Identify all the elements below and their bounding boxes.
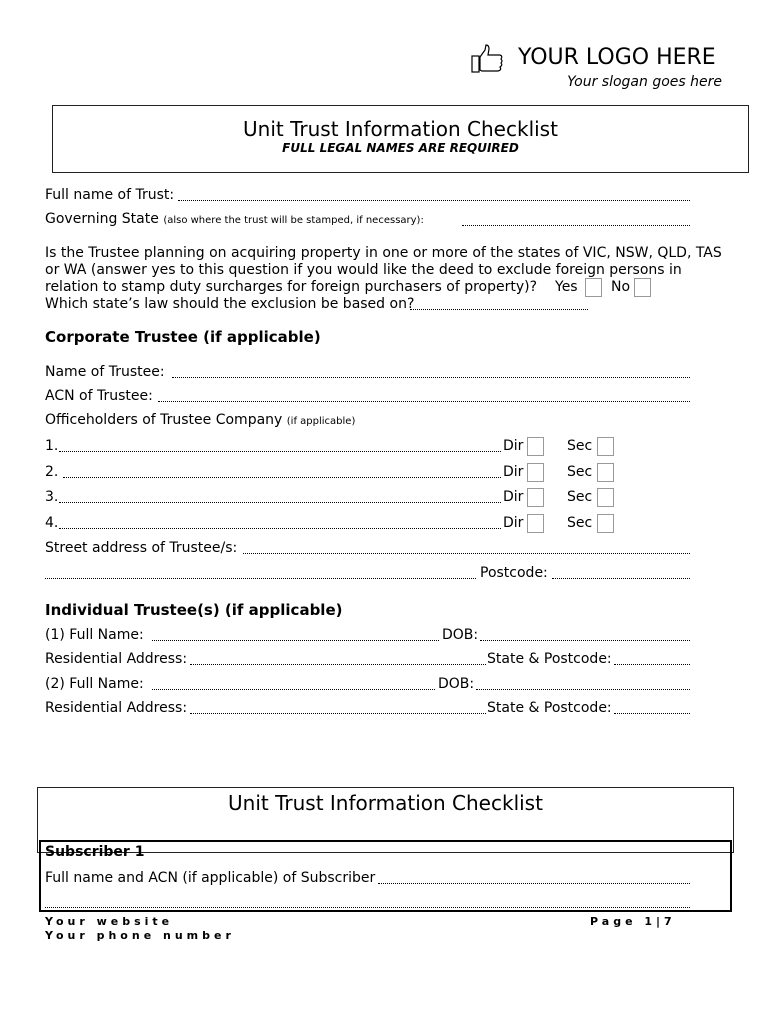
trustee-question-line3: relation to stamp duty surcharges for foreign purchasers of property)? (45, 279, 538, 295)
individual-1-address-label: Residential Address: (45, 651, 188, 667)
governing-state-label (45, 211, 424, 229)
trustee-name-label: Name of Trustee: (45, 364, 165, 380)
individual-2-name-field[interactable] (152, 689, 435, 690)
individual-1-dob-field[interactable] (480, 640, 690, 641)
individual-1-state-postcode-label: State & Postcode: (487, 651, 612, 667)
officeholder-field[interactable] (63, 477, 501, 478)
individual-2-address-field[interactable] (190, 713, 486, 714)
street-address-field-2[interactable] (45, 578, 476, 579)
trustee-acn-label: ACN of Trustee: (45, 388, 153, 404)
officeholders-label-text: Officeholders of Trustee Company (45, 412, 283, 428)
logo-text: YOUR LOGO HERE (518, 45, 716, 70)
exclusion-state-label: Which state’s law should the exclusion be based on? (45, 296, 415, 312)
sec-label: Sec (567, 438, 593, 454)
officeholder-number: 3. (45, 489, 59, 505)
officeholder-number: 1. (45, 438, 59, 454)
officeholders-note: (if applicable) (286, 416, 356, 427)
sec-checkbox[interactable] (597, 488, 614, 507)
sec-checkbox[interactable] (597, 437, 614, 456)
individual-2-address-label: Residential Address: (45, 700, 188, 716)
footer-phone: Your phone number (45, 929, 235, 942)
dir-checkbox[interactable] (527, 463, 544, 482)
individual-1-name-field[interactable] (152, 640, 439, 641)
dir-label: Dir (503, 515, 524, 531)
officeholder-number: 2. (45, 464, 59, 480)
dir-label: Dir (503, 489, 524, 505)
subscriber-box (39, 840, 732, 912)
individual-2-dob-label: DOB: (438, 676, 475, 692)
officeholders-label (45, 412, 355, 430)
governing-state-note: (also where the trust will be stamped, if necessary): (163, 215, 424, 226)
trustee-question-line1: Is the Trustee planning on acquiring property in one or more of the states of VIC, NSW, QLD, TAS (45, 245, 722, 261)
individual-2-state-postcode-field[interactable] (614, 713, 690, 714)
individual-1-state-postcode-field[interactable] (614, 664, 690, 665)
individual-1-name-label: (1) Full Name: (45, 627, 144, 643)
officeholder-number: 4. (45, 515, 59, 531)
corporate-trustee-heading: Corporate Trustee (if applicable) (45, 328, 321, 346)
officeholder-field[interactable] (59, 451, 501, 452)
governing-state-label-text: Governing State (45, 211, 159, 227)
officeholder-field[interactable] (59, 528, 501, 529)
exclusion-state-field[interactable] (410, 309, 588, 310)
sec-checkbox[interactable] (597, 463, 614, 482)
subscriber-name-field[interactable] (378, 883, 690, 884)
section2-title: Unit Trust Information Checklist (228, 791, 543, 815)
sec-label: Sec (567, 489, 593, 505)
title-box (52, 105, 749, 173)
postcode-label: Postcode: (480, 565, 548, 581)
full-name-of-trust-field[interactable] (178, 200, 690, 201)
subscriber-name-field-2[interactable] (45, 907, 690, 908)
individual-1-dob-label: DOB: (442, 627, 479, 643)
street-address-label: Street address of Trustee/s: (45, 540, 238, 556)
dir-checkbox[interactable] (527, 488, 544, 507)
full-name-of-trust-label: Full name of Trust: (45, 187, 175, 203)
page-title: Unit Trust Information Checklist (243, 117, 558, 141)
individual-1-address-field[interactable] (190, 664, 486, 665)
street-address-field[interactable] (243, 553, 690, 554)
dir-checkbox[interactable] (527, 437, 544, 456)
officeholder-field[interactable] (59, 502, 501, 503)
dir-checkbox[interactable] (527, 514, 544, 533)
trustee-question-line2: or WA (answer yes to this question if you would like the deed to exclude foreign persons in (45, 262, 682, 278)
individual-2-state-postcode-label: State & Postcode: (487, 700, 612, 716)
thumbs-up-icon (470, 44, 510, 76)
dir-label: Dir (503, 438, 524, 454)
slogan: Your slogan goes here (567, 74, 722, 90)
postcode-field[interactable] (552, 578, 690, 579)
dir-label: Dir (503, 464, 524, 480)
yes-label: Yes (555, 279, 578, 295)
sec-checkbox[interactable] (597, 514, 614, 533)
no-checkbox[interactable] (634, 278, 651, 297)
trustee-acn-field[interactable] (158, 401, 690, 402)
subscriber-heading: Subscriber 1 (45, 844, 145, 860)
individual-2-name-label: (2) Full Name: (45, 676, 144, 692)
sec-label: Sec (567, 515, 593, 531)
no-label: No (611, 279, 631, 295)
individual-2-dob-field[interactable] (476, 689, 690, 690)
sec-label: Sec (567, 464, 593, 480)
yes-checkbox[interactable] (585, 278, 602, 297)
footer-page-number: Page 1|7 (590, 915, 676, 928)
governing-state-field[interactable] (462, 225, 690, 226)
individual-trustees-heading: Individual Trustee(s) (if applicable) (45, 601, 343, 619)
page-subtitle: FULL LEGAL NAMES ARE REQUIRED (282, 141, 519, 155)
logo-block (470, 44, 730, 94)
trustee-name-field[interactable] (172, 377, 690, 378)
footer-website: Your website (45, 915, 174, 928)
subscriber-name-label: Full name and ACN (if applicable) of Subscriber (45, 870, 376, 886)
